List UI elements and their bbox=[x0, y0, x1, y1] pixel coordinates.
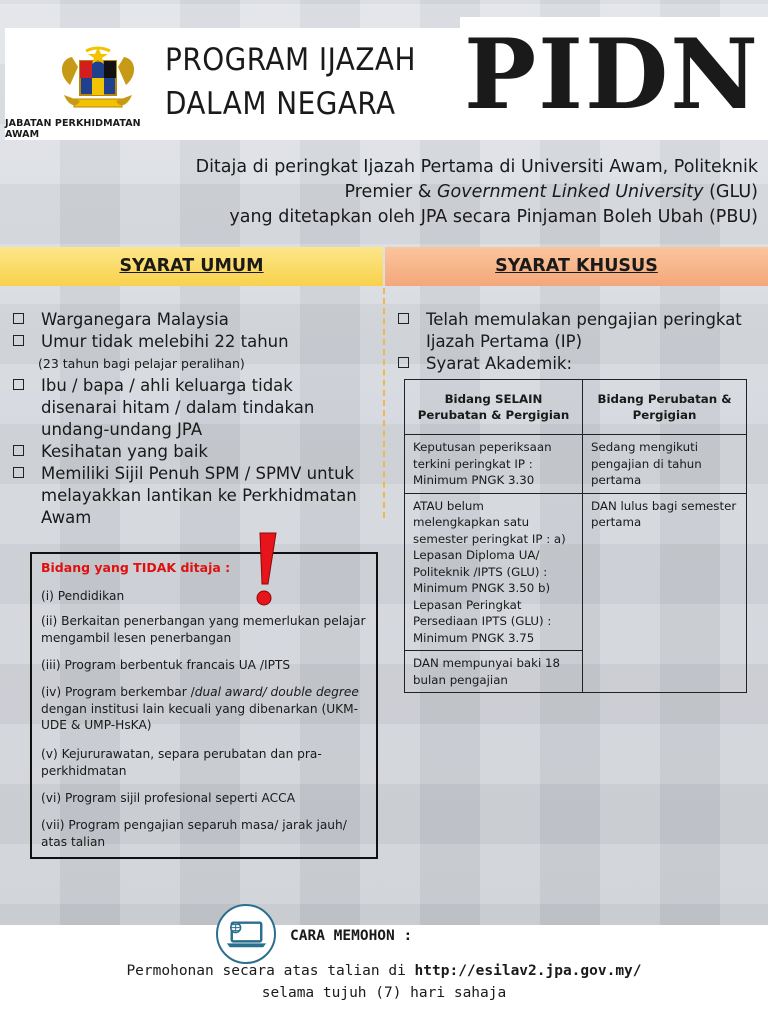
umum-item bbox=[13, 331, 373, 353]
umum-item-text: Warganegara Malaysia bbox=[41, 310, 229, 329]
table-cell: Keputusan peperiksaan terkini peringkat IP : Minimum PNGK 3.30 bbox=[405, 435, 583, 494]
item-iv-b: dengan institusi lain kecuali yang dibenarkan (UKM-UDE & UMP-HsKA) bbox=[41, 701, 359, 732]
not-sponsored-heading: Bidang yang TIDAK ditaja : bbox=[41, 560, 231, 575]
umum-item bbox=[13, 441, 373, 463]
subtitle-line2 bbox=[150, 180, 758, 205]
subtitle-line2-italic: Government Linked University bbox=[436, 182, 704, 202]
not-sponsored-item: (ii) Berkaitan penerbangan yang memerlukan pelajar mengambil lesen penerbangan bbox=[41, 614, 366, 645]
not-sponsored-item: (i) Pendidikan bbox=[41, 589, 125, 603]
khusus-item bbox=[398, 309, 758, 353]
checkbox-icon bbox=[398, 313, 409, 324]
not-sponsored-item: (iii) Program berbentuk francais UA /IPTS bbox=[41, 658, 291, 672]
subtitle-line1: Ditaja di peringkat Ijazah Pertama di Universiti Awam, Politeknik bbox=[195, 157, 758, 177]
apply-instructions bbox=[0, 963, 768, 979]
syarat-khusus-bar bbox=[385, 247, 768, 286]
not-sponsored-item: (vii) Program pengajian separuh masa/ jarak jauh/ atas talian bbox=[41, 818, 347, 849]
item-iv-a: (iv) Program berkembar / bbox=[41, 685, 195, 699]
not-sponsored-item: (vi) Program sijil profesional seperti ACCA bbox=[41, 791, 296, 805]
crest-logo bbox=[50, 45, 146, 115]
academic-table bbox=[404, 379, 747, 693]
checkbox-icon bbox=[13, 467, 24, 478]
age-note: (23 tahun bagi pelajar peralihan) bbox=[38, 356, 245, 371]
khusus-item-text: Syarat Akademik: bbox=[426, 354, 573, 373]
checkbox-icon bbox=[13, 445, 24, 456]
khusus-item bbox=[398, 353, 758, 375]
laptop-globe-icon-graphic bbox=[218, 906, 273, 961]
umum-item bbox=[13, 309, 373, 331]
apply-instructions-text: Permohonan secara atas talian di bbox=[126, 963, 415, 979]
table-cell: DAN mempunyai baki 18 bulan pengajian bbox=[405, 651, 583, 693]
syarat-umum-bar bbox=[0, 247, 383, 286]
table-header-col2: Bidang Perubatan & Pergigian bbox=[583, 380, 747, 435]
apply-duration: selama tujuh (7) hari sahaja bbox=[261, 985, 507, 1001]
khusus-item-text: Telah memulakan pengajian peringkat Ijazah Pertama (IP) bbox=[426, 310, 742, 351]
subtitle-line3: yang ditetapkan oleh JPA secara Pinjaman Boleh Ubah (PBU) bbox=[229, 207, 758, 227]
table-header-row bbox=[405, 380, 747, 435]
table-cell: Sedang mengikuti pengajian di tahun pertama bbox=[583, 435, 747, 494]
table-header-col1: Bidang SELAIN Perubatan & Pergigian bbox=[405, 380, 583, 435]
exclamation-icon bbox=[248, 530, 282, 610]
umum-item-text: Kesihatan yang baik bbox=[41, 442, 208, 461]
program-title-line2: DALAM NEGARA bbox=[165, 86, 396, 122]
syarat-khusus-heading: SYARAT KHUSUS bbox=[495, 256, 658, 276]
subtitle-line2-b: (GLU) bbox=[703, 182, 758, 202]
column-divider bbox=[383, 288, 385, 518]
umum-item-text: Umur tidak melebihi 22 tahun bbox=[41, 332, 289, 351]
checkbox-icon bbox=[13, 379, 24, 390]
table-row bbox=[405, 493, 747, 651]
table-row bbox=[405, 435, 747, 494]
umum-item-text: Memiliki Sijil Penuh SPM / SPMV untuk melayakkan lantikan ke Perkhidmatan Awam bbox=[41, 464, 357, 527]
apply-heading: CARA MEMOHON : bbox=[290, 928, 413, 944]
umum-item bbox=[13, 375, 373, 441]
checkbox-icon bbox=[13, 313, 24, 324]
not-sponsored-item bbox=[41, 684, 371, 734]
apply-url-link[interactable]: http://esilav2.jpa.gov.my/ bbox=[414, 963, 642, 979]
not-sponsored-item: (v) Kejururawatan, separa perubatan dan pra-perkhidmatan bbox=[41, 747, 322, 778]
acronym-title: PIDN bbox=[463, 18, 761, 131]
syarat-umum-heading: SYARAT UMUM bbox=[119, 256, 264, 276]
laptop-globe-icon bbox=[216, 904, 276, 964]
umum-item-text: Ibu / bapa / ahli keluarga tidak disenarai hitam / dalam tindakan undang-undang JPA bbox=[41, 376, 315, 439]
agency-name: JABATAN PERKHIDMATAN AWAM bbox=[5, 118, 141, 140]
subtitle-line2-a: Premier & bbox=[344, 182, 437, 202]
subtitle bbox=[150, 155, 758, 230]
table-cell: DAN lulus bagi semester pertama bbox=[583, 493, 747, 693]
table-cell: ATAU belum melengkapkan satu semester peringkat IP : a) Lepasan Diploma UA/ Politeknik /IPTS (GLU) : Minimum PNGK 3.50 b) Lepasan Peringkat Persediaan IPTS (GLU) : Minimum PNGK 3.75 bbox=[405, 493, 583, 651]
item-iv-italic: dual award/ double degree bbox=[194, 685, 359, 699]
umum-item bbox=[13, 463, 373, 529]
program-title bbox=[165, 38, 465, 126]
program-title-line1: PROGRAM IJAZAH bbox=[165, 42, 416, 78]
checkbox-icon bbox=[398, 357, 409, 368]
checkbox-icon bbox=[13, 335, 24, 346]
